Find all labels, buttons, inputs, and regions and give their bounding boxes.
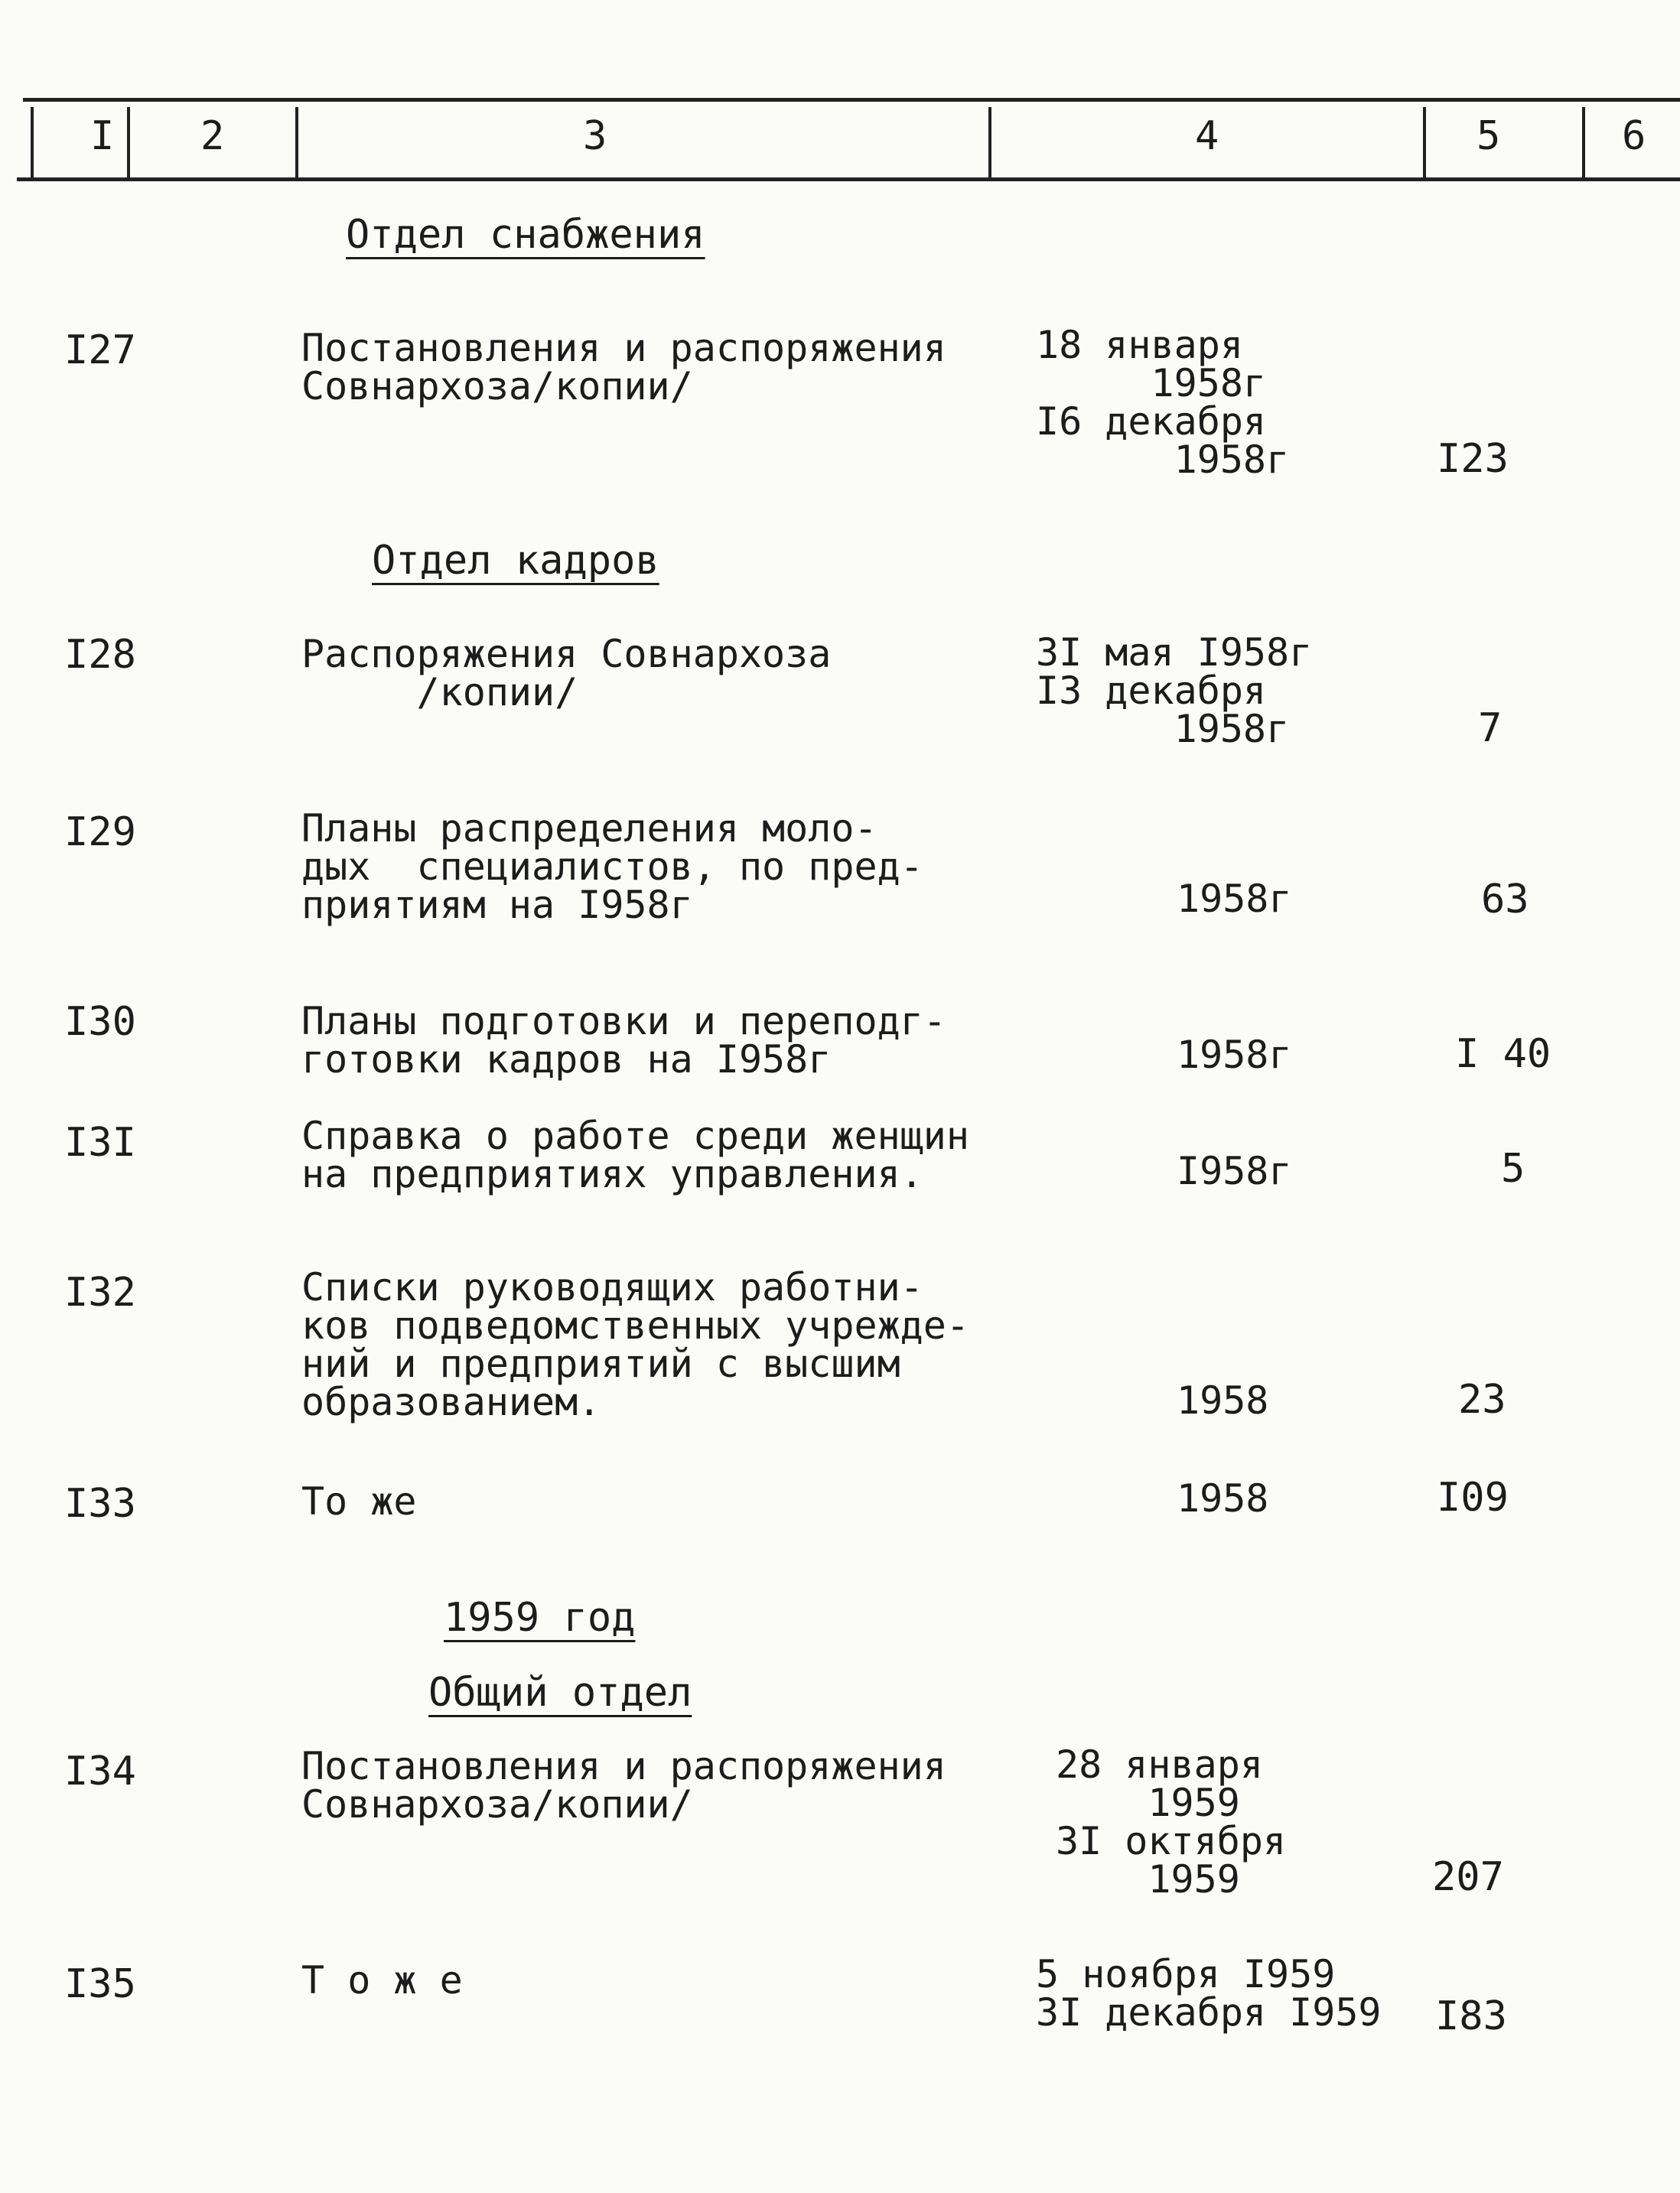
header-divider-4-5 [1423,107,1426,179]
row-count: 7 [1478,705,1503,751]
row-number: I34 [64,1749,136,1794]
row-count: 63 [1481,877,1529,922]
header-divider-3-4 [988,107,991,179]
header-col-3: 3 [583,113,607,159]
row-number: I32 [64,1270,136,1316]
header-top-rule [23,98,1680,102]
section-heading-personnel: Отдел кадров [372,538,659,584]
header-divider-left [31,107,34,179]
row-description: Постановления и распоряжения Совнархоза/копии/ [301,326,946,408]
row-dates: 3I мая I958г I3 декабря 1958г [1036,630,1313,751]
row-description: Планы подготовки и переподг- готовки кадров на I958г [301,999,946,1082]
row-count: I83 [1435,1993,1507,2039]
row-number: I35 [64,1961,136,2007]
header-col-2: 2 [200,113,225,159]
row-dates: 5 ноября I959 3I декабря I959 [1036,1952,1382,2035]
row-count: I23 [1437,436,1509,482]
row-dates: 1958г [1177,877,1292,921]
row-number: I29 [64,809,136,855]
row-dates: 1958 [1177,1378,1269,1423]
row-number: I28 [64,632,136,678]
row-dates: 18 января 1958г I6 декабря 1958г [1036,323,1290,482]
row-description: Распоряжения Совнархоза /копии/ [301,632,832,714]
row-description: Планы распределения моло- дых специалистов, по пред- приятиям на I958г [301,806,923,927]
row-description: Т о ж е [301,1958,463,2003]
section-heading-year-1959: 1959 год [444,1595,636,1641]
header-col-5: 5 [1477,113,1501,159]
row-count: 207 [1432,1854,1504,1900]
header-divider-2-3 [295,107,298,179]
row-dates: 1958 [1177,1476,1269,1521]
row-count: 23 [1458,1377,1506,1423]
row-dates: 1958г [1177,1033,1292,1077]
header-divider-1-2 [127,107,130,179]
header-bottom-rule [17,177,1680,181]
row-description: То же [301,1479,417,1524]
row-description: Постановления и распоряжения Совнархоза/копии/ [301,1744,946,1827]
row-count: 5 [1501,1146,1525,1192]
header-col-1: I [90,113,115,159]
row-description: Списки руководящих работни- ков подведомственных учрежде- ний и предприятий с высшим образованием. [301,1265,969,1424]
row-dates: 28 января 1959 3I октября 1959 [1056,1742,1287,1902]
section-heading-supply: Отдел снабжения [346,212,705,258]
row-number: I30 [64,999,136,1045]
row-count: I09 [1437,1475,1509,1521]
row-dates: I958г [1177,1149,1292,1193]
row-number: I3I [64,1120,136,1166]
row-description: Справка о работе среди женщин на предприятиях управления. [301,1114,969,1196]
section-heading-general: Общий отдел [428,1670,692,1716]
header-col-6: 6 [1622,113,1646,159]
row-number: I27 [64,327,136,373]
header-col-4: 4 [1195,113,1219,159]
header-divider-5-6 [1582,107,1585,179]
row-count: I 40 [1455,1031,1551,1077]
row-number: I33 [64,1481,136,1527]
